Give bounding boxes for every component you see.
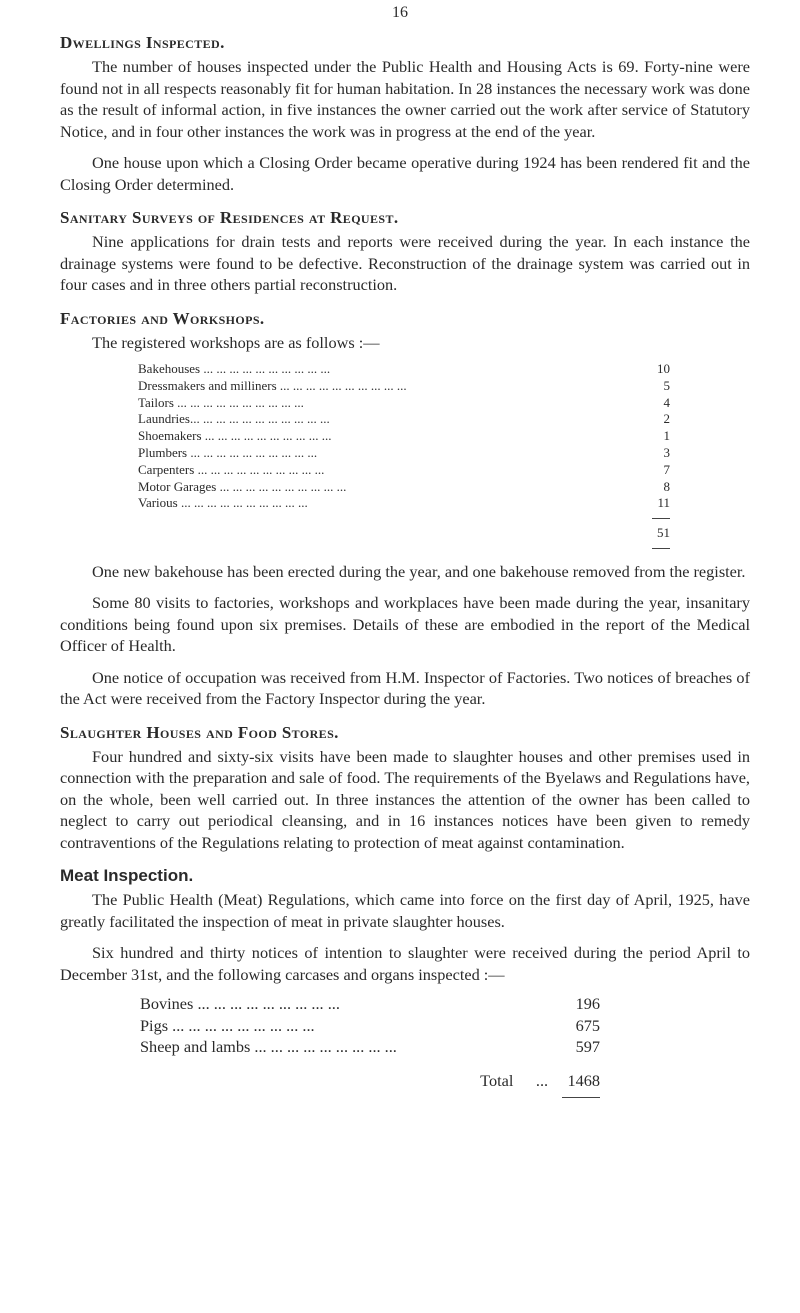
paragraph: One house upon which a Closing Order became operative during 1924 has been rendered fit and the Closing Order determined. <box>60 153 750 194</box>
workshop-label: Carpenters ... . <box>138 462 640 479</box>
workshop-count: 1 <box>663 428 670 444</box>
workshop-count: 3 <box>663 444 670 460</box>
heading-factories: Factories and Workshops. <box>60 308 265 328</box>
carcases-table <box>140 993 600 1098</box>
workshop-label: Motor Garages ... . <box>138 479 640 496</box>
workshop-count: 4 <box>663 394 670 410</box>
workshop-label: Tailors ... . <box>138 395 640 412</box>
table-row <box>138 395 670 412</box>
paragraph: Nine applications for drain tests and reports were received during the year. In each instance the drainage systems were found to be defective. Reconstruction of the drainage system was carried out in four cases and in three others partial reconstruction. <box>60 232 750 294</box>
paragraph: Some 80 visits to factories, workshops and workplaces have been made during the year, insanitary conditions being found upon six premises. Details of these are embodied in the report of the Medical Officer of Health. <box>60 593 750 656</box>
total-rule <box>562 1097 600 1098</box>
heading-sanitary-surveys: Sanitary Surveys of Residences at Request. <box>60 208 399 227</box>
total-rule <box>652 548 670 549</box>
section-meat-inspection <box>60 863 750 1098</box>
section-factories <box>60 306 750 710</box>
heading-meat-inspection: Meat Inspection. <box>60 866 194 886</box>
workshop-label: Bakehouses ... . <box>138 361 640 378</box>
carcase-count: 675 <box>575 1015 600 1035</box>
table-row <box>138 361 670 378</box>
table-row <box>140 1036 600 1058</box>
paragraph: Six hundred and thirty notices of intention to slaughter were received during the period April to December 31st, and the following carcases and organs inspected :— <box>60 943 750 984</box>
workshop-label: Plumbers ... . <box>138 445 640 462</box>
workshop-label: Shoemakers ... . <box>138 428 640 445</box>
total-label: Total <box>480 1070 514 1090</box>
paragraph: Four hundred and sixty-six visits have been made to slaughter houses and other premises used in connection with the preparation and sale of food. The requirements of the Byelaws and Regulations have, on the whole, been well carried out. In three instances the attention of the owner has been called to neglect to carry out periodical cleansing, and in 16 instances notices have been given to remedy contraventions of the Regulations relating to protection of meat against contamination. <box>60 746 750 852</box>
sum-rule <box>652 518 670 519</box>
heading-slaughter-houses: Slaughter Houses and Food Stores. <box>60 722 339 742</box>
paragraph: The registered workshops are as follows :— <box>92 332 380 352</box>
workshop-label: Laundries... ... . <box>138 411 640 428</box>
table-row <box>138 479 670 496</box>
section-sanitary-surveys <box>60 205 750 296</box>
total-value: 1468 <box>567 1070 600 1090</box>
table-row <box>138 411 670 428</box>
carcase-label: Bovines ... . <box>140 993 562 1015</box>
workshop-count: 5 <box>663 377 670 393</box>
table-row <box>140 1015 600 1037</box>
carcase-label: Sheep and lambs ... . <box>140 1036 562 1058</box>
total-dots: ... <box>535 1070 549 1090</box>
workshop-count: 2 <box>663 411 670 427</box>
heading-dwellings: Dwellings Inspected. <box>60 33 225 52</box>
total-row <box>140 1070 600 1092</box>
workshop-label: Dressmakers and milliners ... . <box>138 378 640 395</box>
carcase-count: 597 <box>575 1037 600 1057</box>
table-row <box>140 993 600 1015</box>
workshop-count: 8 <box>663 478 670 494</box>
table-row <box>138 428 670 445</box>
table-row <box>138 495 670 512</box>
workshop-count: 11 <box>657 495 670 511</box>
paragraph: The number of houses inspected under the Public Health and Housing Acts is 69. Forty-nine were found not in all respects reasonably fit for human habitation. In 28 instances the necessary work was done as the result of informal action, in five instances the owner carried out the work after service of Statutory Notice, and in four other instances the work was in progress at the end of the year. <box>60 57 750 141</box>
paragraph: One notice of occupation was received from H.M. Inspector of Factories. Two notices of breaches of the Act were received from the Factory Inspector during the year. <box>60 667 750 709</box>
workshops-table <box>138 361 670 549</box>
table-row <box>138 445 670 462</box>
workshop-count: 10 <box>657 361 670 376</box>
paragraph: One new bakehouse has been erected during the year, and one bakehouse removed from the register. <box>92 561 746 581</box>
workshop-label: Various ... . <box>138 495 640 512</box>
carcase-count: 196 <box>575 994 600 1014</box>
section-dwellings <box>60 30 750 195</box>
workshop-count: 7 <box>663 461 670 477</box>
paragraph: The Public Health (Meat) Regulations, which came into force on the first day of April, 1925, have greatly facilitated the inspection of meat in private slaughter houses. <box>60 890 750 931</box>
carcase-label: Pigs ... . <box>140 1015 562 1037</box>
workshops-total: 51 <box>657 525 670 541</box>
page-number: 16 <box>392 4 408 21</box>
table-row <box>138 378 670 395</box>
document-body <box>60 30 750 1098</box>
section-slaughter-houses <box>60 720 750 854</box>
table-row <box>138 462 670 479</box>
